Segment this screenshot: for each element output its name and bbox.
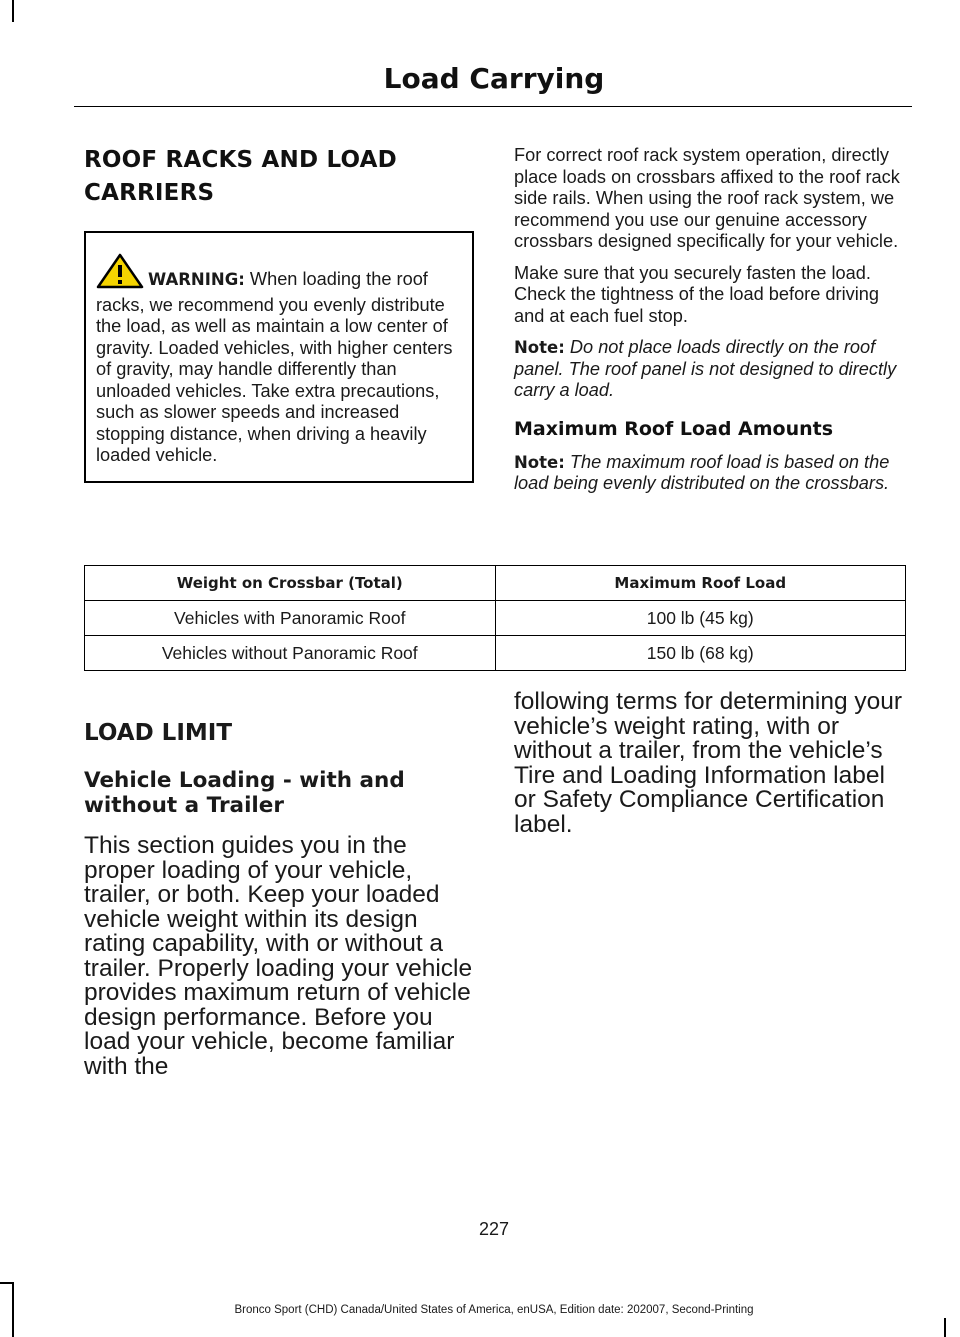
load-limit-body-left: This section guides you in the proper loading of your vehicle, trailer, or both. Keep your loaded vehicle weight within its design rating capability, with or without a trailer. Properly loading your vehicle provides maximum return of vehicle design performance. Before you load your vehicle, become familiar with the xyxy=(84,832,473,1080)
table-cell-load: 100 lb (45 kg) xyxy=(495,601,906,636)
warning-label: WARNING: xyxy=(148,270,245,289)
warning-text: When loading the roof racks, we recommend you evenly distribute the load, as well as maintain a low center of gravity. Loaded vehicles, with higher centers of gravity, may handle differently than unloaded vehicles. Take extra precautions, such as slower speeds and increased stopping distance, when driving a heavily loaded vehicle. xyxy=(96,269,453,465)
maximum-roof-load-note xyxy=(514,452,909,495)
table-header-max-load: Maximum Roof Load xyxy=(495,566,906,601)
roof-racks-left-column xyxy=(84,145,474,483)
table-row xyxy=(85,601,906,636)
table-cell-load: 150 lb (68 kg) xyxy=(495,636,906,671)
crop-mark-bottom-right xyxy=(944,1318,946,1337)
load-limit-body-right: following terms for determining your vehicle’s weight rating, with or without a trailer, from the vehicle’s Tire and Loading Information label or Safety Compliance Certification label. xyxy=(514,688,903,838)
header-rule xyxy=(74,106,912,107)
page-number: 227 xyxy=(478,1219,510,1239)
roof-rack-operation-paragraph: For correct roof rack system operation, directly place loads on crossbars affixed to the roof rack side rails. When using the roof rack system, we recommend you use our genuine accessory crossbars designed specifically for your vehicle. xyxy=(514,145,900,251)
crop-mark-bottom-left-h xyxy=(0,1282,14,1284)
table-header-row xyxy=(85,566,906,601)
roof-racks-right-column xyxy=(514,145,909,505)
roof-panel-note xyxy=(514,337,909,402)
crop-mark-top-left xyxy=(12,0,14,22)
warning-box xyxy=(84,231,474,483)
table-row xyxy=(85,636,906,671)
maximum-roof-load-note-text: The maximum roof load is based on the load being evenly distributed on the crossbars. xyxy=(514,451,890,493)
edition-footer: Bronco Sport (CHD) Canada/United States of America, enUSA, Edition date: 202007, Second-Printing xyxy=(234,1304,754,1316)
table-header-weight: Weight on Crossbar (Total) xyxy=(85,566,496,601)
load-limit-heading: LOAD LIMIT xyxy=(84,720,233,746)
fasten-load-paragraph: Make sure that you securely fasten the load. Check the tightness of the load before driving and at each fuel stop. xyxy=(514,262,879,326)
table-cell-vehicle: Vehicles without Panoramic Roof xyxy=(85,636,496,671)
vehicle-loading-heading: Vehicle Loading - with and without a Trailer xyxy=(84,768,405,818)
load-limit-right-column xyxy=(514,690,906,837)
roof-racks-heading-line2: CARRIERS xyxy=(84,180,215,206)
page-header-title: Load Carrying xyxy=(383,62,605,95)
note-label: Note: xyxy=(514,452,565,472)
maximum-roof-load-heading: Maximum Roof Load Amounts xyxy=(514,417,834,440)
warning-triangle-icon xyxy=(96,253,144,295)
roof-racks-heading-line1: ROOF RACKS AND LOAD xyxy=(84,147,397,173)
load-limit-left-column xyxy=(84,720,476,1079)
note-label: Note: xyxy=(514,338,565,357)
roof-load-table xyxy=(84,565,906,671)
roof-panel-note-text: Do not place loads directly on the roof panel. The roof panel is not designed to directly carry a load. xyxy=(514,337,897,400)
table-cell-vehicle: Vehicles with Panoramic Roof xyxy=(85,601,496,636)
